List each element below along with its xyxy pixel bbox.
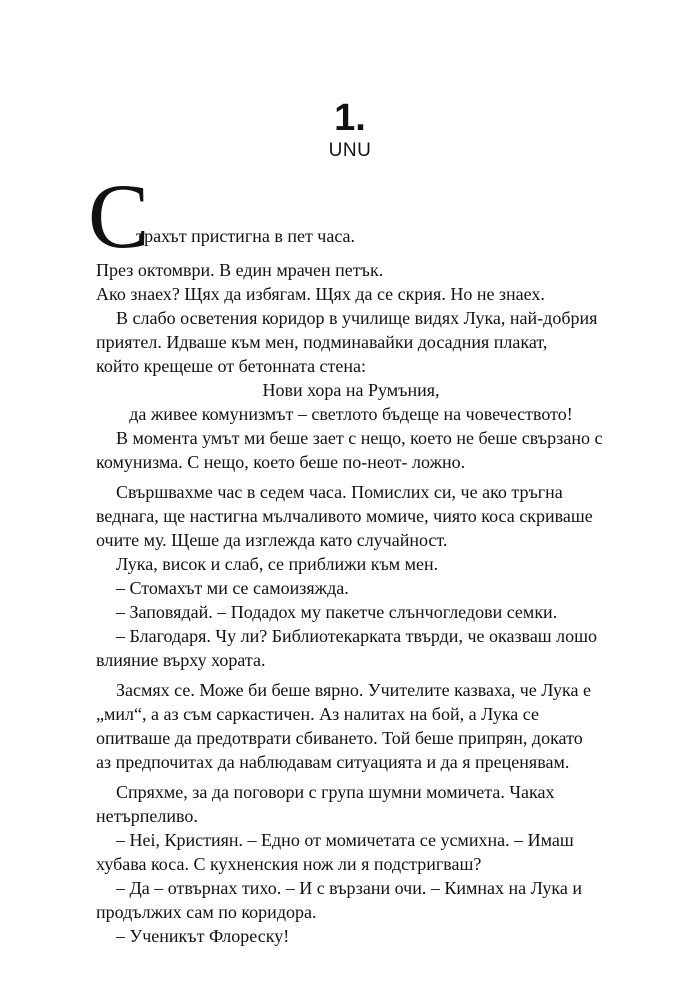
text-line: приятел. Идваше към мен, подминавайки досадния плакат,	[96, 332, 548, 352]
text-line: През октомври. В един мрачен петък.	[96, 260, 384, 280]
text-line: комунизма. С нещо, което беше по-неот- ложно.	[96, 452, 466, 472]
poster-line: да живее комунизмът – светлото бъдеще на човечеството!	[129, 404, 573, 424]
text-line: хубава коса. С кухненския нож ли я подстригваш?	[96, 854, 482, 874]
text-line: аз предпочитах да наблюдавам ситуацията и да я преценявам.	[96, 752, 570, 772]
text-line: който крещеше от бетонната стена:	[96, 356, 367, 376]
drop-cap-letter: С	[88, 165, 150, 267]
text-line: – Да – отвърнах тихо. – И с вързани очи. – Кимнах на Лука и	[116, 878, 582, 898]
text-line: продължих сам по коридора.	[96, 902, 317, 922]
text-line: опитваше да предотврати сбиването. Той беше припрян, докато	[96, 728, 583, 748]
text-line: Лука, висок и слаб, се приближи към мен.	[116, 554, 439, 574]
text-line: Ако знаех? Щях да избягам. Щях да се скрия. Но не знаех.	[96, 284, 545, 304]
text-line: Спряхме, за да поговори с група шумни момичета. Чаках	[116, 782, 555, 802]
text-line: Свършвахме час в седем часа. Помислих си, че ако тръгна	[116, 482, 563, 502]
body-text	[96, 258, 606, 948]
text-line: Засмях се. Може би беше вярно. Учителите казваха, че Лука е	[116, 680, 591, 700]
opening-line: трахът пристигна в пет часа.	[136, 226, 356, 246]
text-line: „мил“, а аз съм саркастичен. Аз налитах на бой, а Лука се	[96, 704, 539, 724]
chapter-title: UNU	[328, 140, 372, 161]
text-line: – Стомахът ми се самоизяжда.	[116, 578, 349, 598]
text-line: – Заповядай. – Подадох му пакетче слънчогледови семки.	[116, 602, 558, 622]
text-line: В момента умът ми беше зает с нещо, което не беше свързано с	[116, 428, 603, 448]
text-line: – Ученикът Флореску!	[116, 926, 290, 946]
text-line: нетърпеливо.	[96, 806, 198, 826]
chapter-number: 1.	[334, 97, 366, 139]
text-line: В слабо осветения коридор в училище видях Лука, най-добрия	[116, 308, 598, 328]
text-line: очите му. Щеше да изглежда като случайност.	[96, 530, 448, 550]
text-line: – Неi, Кристиян. – Едно от момичетата се усмихна. – Имаш	[116, 830, 574, 850]
text-line: влияние върху хората.	[96, 650, 266, 670]
text-line: – Благодаря. Чу ли? Библиотекарката твърди, че оказваш лошо	[116, 626, 598, 646]
poster-line: Нови хора на Румъния,	[262, 380, 440, 400]
text-line: веднага, ще настигна мълчаливото момиче, чиято коса скриваше	[96, 506, 593, 526]
opening-paragraph	[88, 165, 608, 267]
